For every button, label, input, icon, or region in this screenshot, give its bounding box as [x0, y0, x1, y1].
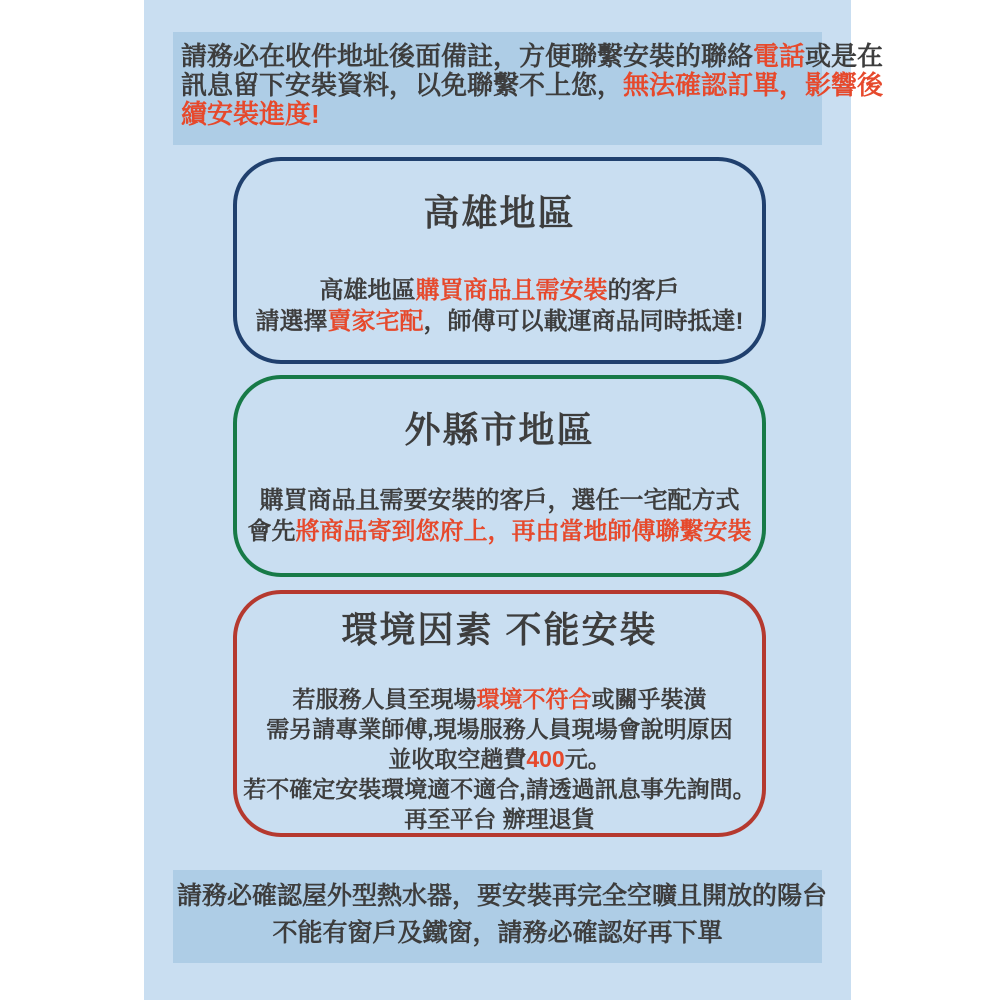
other-counties-body-text: 會先	[247, 518, 296, 545]
kaohsiung-body-text: ，師傅可以載運商品同時抵達!	[423, 308, 744, 335]
environment-body-text: 若服務人員至現場	[292, 686, 477, 712]
kaohsiung-body-text: 高雄地區	[319, 277, 416, 304]
environment-body-line-3	[237, 744, 762, 774]
top-notice-text: 訊息留下安裝資料，以免聯繫不上您，	[181, 70, 624, 100]
environment-body-text: 並收取空趟費	[388, 746, 527, 772]
top-notice-text: 或是在	[805, 41, 884, 71]
environment-body-red-fee: 400	[526, 746, 565, 772]
top-notice-line-3	[181, 100, 814, 129]
kaohsiung-body-line-1	[237, 275, 762, 306]
main-blue-panel	[144, 0, 884, 1000]
top-contact-notice	[173, 32, 884, 145]
environment-body-line-5: 再至平台 辦理退貨	[404, 806, 595, 832]
other-counties-box-body	[237, 485, 762, 547]
bottom-notice-line-2: 不能有窗戶及鐵窗，請務必確認好再下單	[272, 919, 723, 947]
top-notice-red-warning: 無法確認訂單，影響後	[623, 70, 884, 100]
kaohsiung-body-text: 的客戶	[607, 277, 680, 304]
environment-body-text: 元。	[564, 746, 611, 772]
other-counties-box	[233, 375, 766, 577]
environment-body-text: 或關乎裝潢	[591, 686, 707, 712]
environment-body-line-2: 需另請專業師傅,現場服務人員現場會說明原因	[266, 716, 733, 742]
top-notice-line-1	[181, 41, 884, 71]
kaohsiung-body-line-2	[237, 306, 762, 337]
top-notice-red-phone: 電話	[753, 41, 806, 71]
other-counties-body-line-2	[237, 516, 762, 547]
bottom-notice-line-1: 請務必確認屋外型熱水器，要安裝再完全空曠且開放的陽台	[177, 882, 828, 910]
other-counties-box-title: 外縣市地區	[404, 409, 595, 450]
top-notice-red-warning-cont: 續安裝進度!	[181, 99, 320, 129]
environment-body-line-1	[237, 684, 762, 714]
kaohsiung-area-box	[233, 157, 766, 364]
top-notice-text: 請務必在收件地址後面備註，方便聯繫安裝的聯絡	[181, 41, 754, 71]
other-counties-body-red: 將商品寄到您府上，再由當地師傅聯繫安裝	[295, 518, 752, 545]
kaohsiung-body-red: 購買商品且需安裝	[415, 277, 608, 304]
bottom-outdoor-heater-notice	[173, 870, 828, 963]
other-counties-body-line-1: 購買商品且需要安裝的客戶，選任一宅配方式	[259, 487, 740, 514]
environment-box-body	[237, 684, 762, 834]
environment-body-red: 環境不符合	[476, 686, 592, 712]
environment-box-title: 環境因素 不能安裝	[341, 609, 658, 650]
kaohsiung-body-text: 請選擇	[255, 308, 328, 335]
kaohsiung-box-title: 高雄地區	[423, 192, 576, 233]
top-notice-line-2	[181, 70, 884, 100]
kaohsiung-box-body	[237, 275, 762, 337]
environment-body-line-4: 若不確定安裝環境適不適合,請透過訊息事先詢問。	[243, 776, 756, 802]
environment-factors-box	[233, 590, 766, 837]
kaohsiung-body-red: 賣家宅配	[327, 308, 424, 335]
